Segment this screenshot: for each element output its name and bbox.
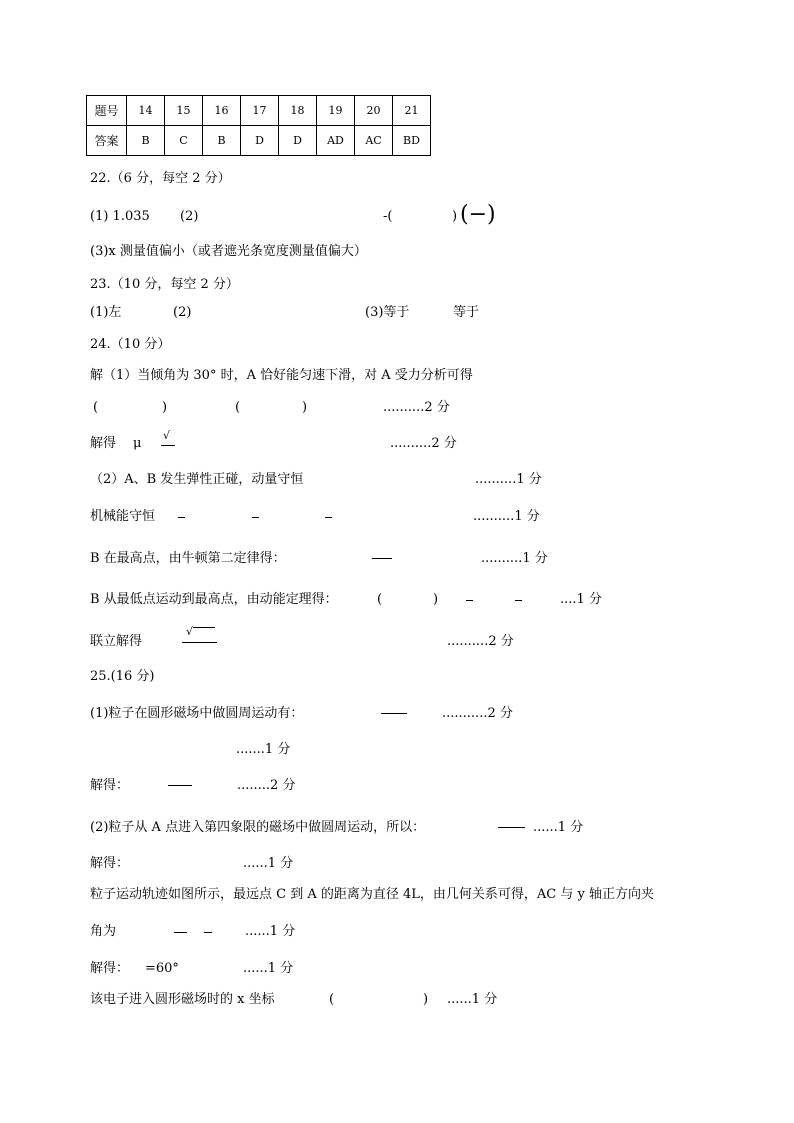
q25-paren: ( <box>329 992 335 1007</box>
q25-paren: ) <box>423 992 429 1007</box>
q23-answer-4: 等于 <box>453 305 480 320</box>
score-label: ..........2 分 <box>383 400 450 415</box>
q25-line5: 解得： <box>90 856 130 871</box>
q25-line1: (1)粒子在圆形磁场中做圆周运动有： <box>90 706 304 721</box>
table-cell: D <box>241 126 279 156</box>
table-cell: 16 <box>203 96 241 126</box>
sqrt-symbol: √ <box>163 429 171 442</box>
q23-title: 23.（10 分，每空 2 分） <box>90 277 239 292</box>
q25-line6: 粒子运动轨迹如图所示，最远点 C 到 A 的距离为直径 4L，由几何关系可得，AC 与 y 轴正方向夹 <box>90 887 654 902</box>
fraction-bar <box>174 932 187 933</box>
table-cell: 20 <box>355 96 393 126</box>
score-label: ..........2 分 <box>447 634 514 649</box>
q22-fraction-paren: (−) <box>460 202 496 227</box>
table-cell: 18 <box>279 96 317 126</box>
fraction-bar <box>161 445 175 446</box>
score-label: .......1 分 <box>236 742 291 757</box>
q25-line3: 解得： <box>90 778 130 793</box>
q25-title: 25.(16 分) <box>90 669 155 684</box>
table-cell: B <box>203 126 241 156</box>
table-cell: 19 <box>317 96 355 126</box>
q24-line3-label: 解得 <box>90 436 117 451</box>
fraction-bar <box>204 932 212 933</box>
table-cell: 17 <box>241 96 279 126</box>
score-label: ......1 分 <box>533 820 584 835</box>
sqrt-symbol: √ <box>186 625 194 638</box>
q24-line7: B 从最低点运动到最高点，由动能定理得： <box>90 592 338 607</box>
fraction-bar <box>498 827 525 828</box>
q24-mu: μ <box>133 436 142 451</box>
table-row <box>87 96 431 126</box>
score-label: ......1 分 <box>243 961 294 976</box>
score-label: ..........1 分 <box>481 551 548 566</box>
minus-sign <box>325 517 332 518</box>
q24-paren: ( <box>93 400 99 415</box>
fraction-bar <box>168 785 192 786</box>
q25-line7: 角为 <box>90 924 117 939</box>
score-label: ..........1 分 <box>475 472 542 487</box>
table-cell: D <box>279 126 317 156</box>
fraction-bar <box>381 713 407 714</box>
score-label: ...........2 分 <box>442 706 513 721</box>
table-cell: 15 <box>165 96 203 126</box>
q24-line4: （2）A、B 发生弹性正碰，动量守恒 <box>90 472 304 487</box>
table-cell: BD <box>393 126 431 156</box>
q23-answer-3: (3)等于 <box>365 305 410 320</box>
minus-sign <box>178 517 185 518</box>
score-label: ....1 分 <box>560 592 602 607</box>
table-cell: AC <box>355 126 393 156</box>
q22-line2: (3)x 测量值偏小（或者遮光条宽度测量值偏大） <box>90 244 367 259</box>
table-row <box>87 126 431 156</box>
q24-line1: 解（1）当倾角为 30° 时，A 恰好能匀速下滑，对 A 受力分析可得 <box>90 368 473 383</box>
angle-value: =60° <box>145 961 179 976</box>
answer-table <box>86 95 431 156</box>
q24-paren: ( <box>235 400 241 415</box>
q24-line5: 机械能守恒 <box>90 509 156 524</box>
row-label-answer: 答案 <box>87 126 127 156</box>
sqrt-overline <box>193 627 215 628</box>
q25-line4: (2)粒子从 A 点进入第四象限的磁场中做圆周运动，所以： <box>90 820 426 835</box>
q24-title: 24.（10 分） <box>90 337 171 352</box>
score-label: ..........2 分 <box>390 436 457 451</box>
minus-sign <box>252 517 259 518</box>
q23-answer-1: (1)左 <box>90 305 122 320</box>
score-label: ........2 分 <box>237 778 296 793</box>
q24-paren: ( <box>377 592 383 607</box>
table-cell: AD <box>317 126 355 156</box>
q25-line8: 解得： <box>90 961 130 976</box>
q24-paren: ) <box>302 400 308 415</box>
q24-line8: 联立解得 <box>90 634 143 649</box>
q24-paren: ) <box>162 400 168 415</box>
table-cell: C <box>165 126 203 156</box>
q23-answer-2: (2) <box>173 305 192 320</box>
table-cell: 21 <box>393 96 431 126</box>
q22-line1-part2: (2) <box>180 209 199 224</box>
q24-line6: B 在最高点，由牛顿第二定律得： <box>90 551 286 566</box>
score-label: ......1 分 <box>447 992 498 1007</box>
row-label-number: 题号 <box>87 96 127 126</box>
q22-paren-close: ) <box>452 209 458 224</box>
fraction-bar <box>372 558 392 559</box>
table-cell: B <box>127 126 165 156</box>
q22-title: 22.（6 分，每空 2 分） <box>90 171 231 186</box>
score-label: ......1 分 <box>245 924 296 939</box>
score-label: ......1 分 <box>243 856 294 871</box>
q25-line9: 该电子进入圆形磁场时的 x 坐标 <box>90 992 275 1007</box>
score-label: ..........1 分 <box>473 509 540 524</box>
q22-paren-open: -( <box>383 209 393 224</box>
table-cell: 14 <box>127 96 165 126</box>
minus-sign <box>466 600 473 601</box>
q22-line1-part1: (1) 1.035 <box>90 209 150 224</box>
q24-paren: ) <box>433 592 439 607</box>
fraction-bar <box>182 642 217 643</box>
minus-sign <box>515 600 522 601</box>
